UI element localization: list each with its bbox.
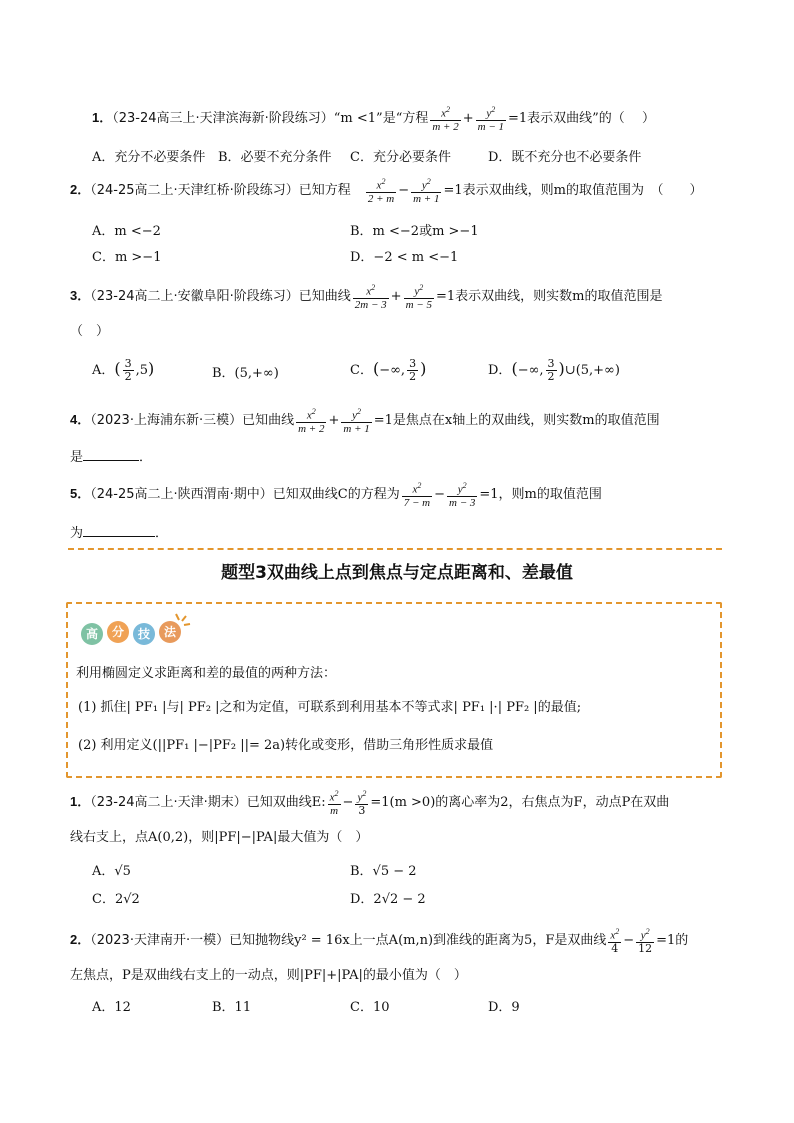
option-b[interactable]: B．m <−2或m >−1	[350, 224, 479, 239]
option-c[interactable]: C．(−∞, $\frac{3}{2}$ )	[350, 357, 427, 383]
question-b1-line2: 线右支上，点A(0,2)，则|PF|−|PA|最大值为（ ）	[70, 830, 369, 845]
option-a[interactable]: A．√5	[92, 864, 131, 879]
option-b[interactable]: B．√5 − 2	[350, 864, 417, 879]
fraction-y2-m1: $\frac{y^2}{m - 1}$	[477, 105, 504, 133]
section-divider-top	[68, 548, 722, 550]
option-d[interactable]: D．2√2 − 2	[350, 892, 426, 907]
question-5-line2: 为 ．	[70, 522, 168, 544]
answer-blank[interactable]	[83, 522, 155, 537]
option-d[interactable]: D．9	[488, 1000, 520, 1015]
option-b[interactable]: B．11	[212, 1000, 252, 1015]
fraction-y2-m3: $\frac{y^2}{m - 3}$	[449, 481, 476, 509]
badge-spark-icon	[176, 614, 190, 625]
section-title: 题型3双曲线上点到焦点与定点距离和、差最值	[221, 563, 573, 583]
question-b2-line2: 左焦点，P是双曲线右支上的一动点，则|PF|+|PA|的最小值为（ ）	[70, 968, 467, 983]
fraction-x2-m2: $\frac{x^2}{m + 2}$	[432, 105, 459, 133]
question-4: 4．（2023·上海浦东新·三模）已知曲线 $\frac{x^2}{m + 2}$ + $\frac{y^2}{m + 1}$ =1是焦点在x轴上的双曲线，则实数m的取值范围	[70, 407, 660, 435]
fraction-y2-3: $\frac{y^2}{3}$	[357, 789, 367, 817]
option-b[interactable]: B．必要不充分条件	[218, 150, 332, 165]
option-d[interactable]: D．(−∞, $\frac{3}{2}$ )∪(5,+∞)	[488, 357, 620, 383]
tips-intro: 利用椭圆定义求距离和差的最值的两种方法：	[76, 666, 337, 681]
option-d[interactable]: D．−2 < m <−1	[350, 250, 459, 265]
badge-char: 技	[137, 627, 151, 641]
option-c[interactable]: C．10	[350, 1000, 390, 1015]
question-3-line2: （ ）	[70, 324, 110, 339]
option-a[interactable]: A．( $\frac{3}{2}$ ,5)	[92, 357, 155, 383]
option-c[interactable]: C．充分必要条件	[350, 150, 451, 165]
option-a[interactable]: A．m <−2	[92, 224, 161, 239]
fraction-y2-m1: $\frac{y^2}{m + 1}$	[343, 407, 370, 435]
question-3: 3．（23-24高二上·安徽阜阳·阶段练习）已知曲线 $\frac{x^2}{2m - 3}$ + $\frac{y^2}{m - 5}$ =1表示双曲线，则实数m的取值范围是	[70, 283, 663, 311]
tips-method-1: (1) 抓住| PF₁ |与| PF₂ |之和为定值，可联系到利用基本不等式求| PF₁ |·| PF₂ |的最值;	[78, 700, 582, 715]
question-b2: 2．（2023·天津南开·一模）已知抛物线y² = 16x上一点A(m,n)到准线的距离为5，F是双曲线 $\frac{x^2}{4}$ − $\frac{y^2}{12}$ =1的	[70, 927, 689, 955]
badge-char: 高	[85, 627, 99, 641]
fraction-y2-m5: $\frac{y^2}{m - 5}$	[405, 283, 432, 311]
option-a[interactable]: A．充分不必要条件	[92, 150, 206, 165]
badge-char: 法	[163, 625, 177, 639]
question-b1: 1．（23-24高二上·天津·期末）已知双曲线E: $\frac{x^2}{m}$ − $\frac{y^2}{3}$ =1(m >0)的离心率为2，右焦点为F，动点P在双曲	[70, 789, 670, 817]
fraction-x2-m: $\frac{x^2}{m}$	[329, 789, 339, 817]
option-d[interactable]: D．既不充分也不必要条件	[488, 150, 642, 165]
badge-gaofenjifa	[80, 610, 200, 650]
fraction-x2-7m: $\frac{x^2}{7 - m}$	[403, 481, 431, 509]
option-b[interactable]: B．(5,+∞)	[212, 366, 279, 381]
tips-method-2: (2) 利用定义(||PF₁ |−|PF₂ ||= 2a)转化或变形，借助三角形性质求最值	[78, 738, 494, 753]
question-4-line2: 是 ．	[70, 446, 152, 468]
option-c[interactable]: C．m >−1	[92, 250, 162, 265]
question-1: 1．（23-24高三上·天津滨海新·阶段练习）“m <1”是“方程 $\frac{x^2}{m + 2}$ + $\frac{y^2}{m - 1}$ =1表示双曲线”的（ ）	[92, 105, 655, 133]
fraction-x2-2m3: $\frac{x^2}{2m - 3}$	[354, 283, 387, 311]
fraction-y2-12: $\frac{y^2}{12}$	[638, 927, 653, 955]
fraction-x2-2m: $\frac{x^2}{2 + m}$	[367, 177, 395, 205]
question-2: 2．（24-25高二上·天津红桥·阶段练习）已知方程 $\frac{x^2}{2 + m}$ − $\frac{y^2}{m + 1}$ =1表示双曲线，则m的取值范围为 （ ）	[70, 177, 703, 205]
option-a[interactable]: A．12	[92, 1000, 131, 1015]
fraction-y2-m1: $\frac{y^2}{m + 1}$	[413, 177, 440, 205]
fraction-x2-m2: $\frac{x^2}{m + 2}$	[298, 407, 325, 435]
option-c[interactable]: C．2√2	[92, 892, 140, 907]
badge-char: 分	[111, 625, 125, 639]
answer-blank[interactable]	[83, 446, 139, 461]
question-5: 5．（24-25高二上·陕西渭南·期中）已知双曲线C的方程为 $\frac{x^2}{7 - m}$ − $\frac{y^2}{m - 3}$ =1，则m的取值范围	[70, 481, 602, 509]
fraction-x2-4: $\frac{x^2}{4}$	[610, 927, 620, 955]
